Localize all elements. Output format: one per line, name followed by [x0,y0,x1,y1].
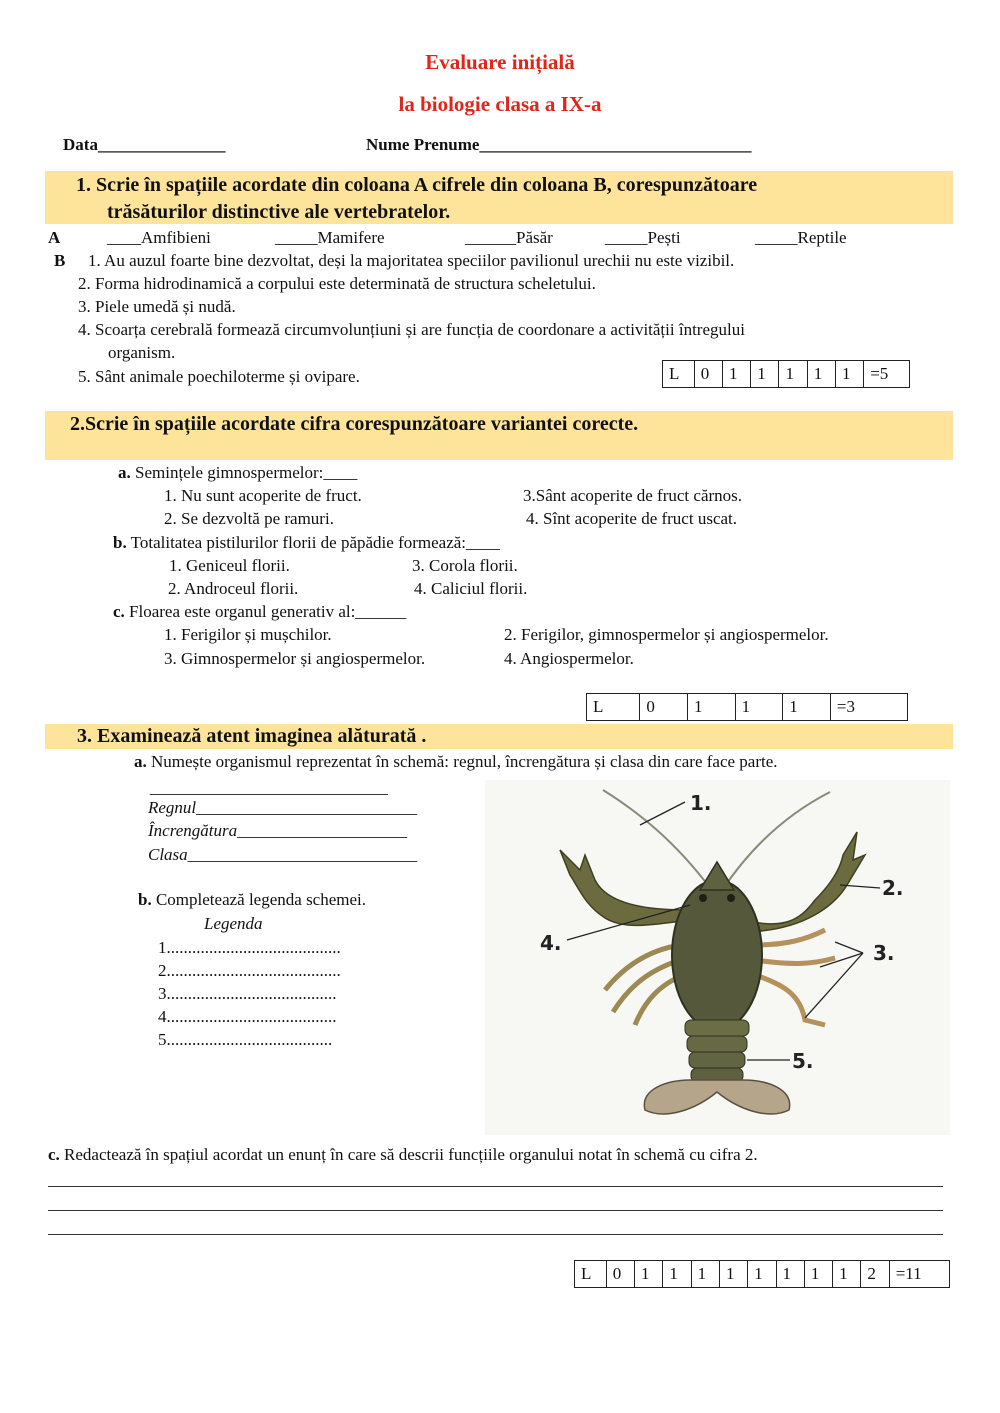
score-cell: 1 [719,1261,747,1288]
legend-item[interactable]: 3........................................ [158,984,337,1003]
answer-line[interactable] [48,1234,943,1235]
score-cell: =5 [864,361,910,388]
q3-answer-line[interactable]: ____________________________ [150,778,388,797]
score-cell: 1 [748,1261,776,1288]
q2-b-option: 4. Caliciul florii. [414,579,528,598]
q3-c-text: Redactează în spațiul acordat un enunț în care să descrii funcțiile organului notat în schemă cu cifra 2. [59,1145,758,1164]
q3-b-label: b. [138,890,152,909]
score-cell: 1 [722,361,750,388]
figure-label-1: 1. [690,791,712,815]
q2-c-option: 3. Gimnospermelor și angiospermelor. [164,649,426,668]
score-cell: 1 [804,1261,832,1288]
q1-colB-label: B [54,251,66,270]
score-cell: 1 [835,361,863,388]
answer-line[interactable] [48,1186,943,1187]
q2-b-option: 1. Geniceul florii. [169,556,290,575]
score-cell: L [663,361,695,388]
q1-title-line1: 1. Scrie în spațiile acordate din coloana A cifrele din coloana B, corespunzătoare [76,174,758,196]
q1-colA-item[interactable]: _____Reptile [755,228,847,247]
score-cell: 0 [640,694,688,721]
q2-a-option: 3.Sânt acoperite de fruct cărnos. [523,486,743,505]
q2-b-text[interactable]: Totalitatea pistilurilor florii de păpădie formează:____ [126,533,501,552]
q2-a-option: 4. Sînt acoperite de fruct uscat. [526,509,738,528]
q1-colA-item[interactable]: ____Amfibieni [107,228,211,247]
score-cell: 2 [861,1261,889,1288]
q2-a-option: 1. Nu sunt acoperite de fruct. [164,486,362,505]
q1-colA-item[interactable]: ______Păsăr [465,228,553,247]
score-cell: 1 [751,361,779,388]
q1-colB-item: 3. Piele umedă și nudă. [78,297,236,316]
q2-c-option: 1. Ferigilor și mușchilor. [164,625,332,644]
score-cell: 1 [635,1261,663,1288]
q1-colB-item: organism. [108,343,176,362]
legend-item[interactable]: 2......................................... [158,961,341,980]
q2-score-table [586,693,908,721]
score-cell: L [575,1261,607,1288]
legend-item[interactable]: 5....................................... [158,1030,333,1049]
score-cell: 1 [779,361,807,388]
q1-colB-item: 5. Sânt animale poechiloterme și ovipare. [78,367,360,386]
q2-title: 2.Scrie în spațiile acordate cifra corespunzătoare variantei corecte. [70,413,639,435]
date-field[interactable]: Data_______________ [63,135,226,154]
name-field[interactable]: Nume Prenume________________________________ [366,135,752,154]
regnul-field[interactable]: Regnul__________________________ [148,798,418,817]
score-cell: 1 [783,694,831,721]
q3-score-table [574,1260,950,1288]
score-cell: 0 [694,361,722,388]
crayfish-figure [485,780,950,1135]
score-cell: 1 [807,361,835,388]
q2-c-text[interactable]: Floarea este organul generativ al:______ [124,602,407,621]
q2-a-label: a. [118,463,131,482]
legend-item[interactable]: 1......................................... [158,938,341,957]
figure-label-5: 5. [792,1049,814,1073]
clasa-field[interactable]: Clasa___________________________ [148,845,418,864]
q2-a-option: 2. Se dezvoltă pe ramuri. [164,509,334,528]
page-subtitle: la biologie clasa a IX-a [398,92,602,116]
q1-title-line2: trăsăturilor distinctive ale vertebratelor. [107,201,451,223]
q3-a-text: Numește organismul reprezentat în schemă: regnul, încrengătura și clasa din care face parte. [146,752,778,771]
q1-colB-item: 1. Au auzul foarte bine dezvoltat, deși la majoritatea speciilor pavilionul urechii nu este vizibil. [88,251,735,270]
q2-c-label: c. [113,602,125,621]
score-cell: =11 [889,1261,949,1288]
score-cell: 1 [691,1261,719,1288]
score-cell: 1 [735,694,783,721]
figure-label-4: 4. [540,931,562,955]
q2-b-option: 2. Androceul florii. [168,579,299,598]
q2-b-option: 3. Corola florii. [412,556,518,575]
q3-c-label: c. [48,1145,60,1164]
q2-b-label: b. [113,533,127,552]
legend-title: Legenda [204,914,263,933]
score-cell: L [587,694,640,721]
score-cell: 0 [606,1261,634,1288]
q2-c-option: 2. Ferigilor, gimnospermelor și angiospermelor. [504,625,829,644]
q1-colB-item: 2. Forma hidrodinamică a corpului este determinată de structura scheletului. [78,274,596,293]
q2-c-option: 4. Angiospermelor. [504,649,634,668]
legend-item[interactable]: 4........................................ [158,1007,337,1026]
q1-colA-item[interactable]: _____Mamifere [275,228,385,247]
page-title: Evaluare inițială [425,50,575,74]
score-cell: 1 [688,694,736,721]
answer-line[interactable] [48,1210,943,1211]
q1-colA-label: A [48,228,61,247]
score-cell: =3 [830,694,907,721]
score-cell: 1 [776,1261,804,1288]
score-cell: 1 [833,1261,861,1288]
figure-label-2: 2. [882,876,904,900]
increngatura-field[interactable]: Încrengătura____________________ [148,821,408,840]
q1-colB-item: 4. Scoarța cerebrală formează circumvolunțiuni și are funcția de coordonare a activității întregului [78,320,745,339]
q3-b-text: Completează legenda schemei. [151,890,367,909]
q1-score-table [662,360,910,388]
score-cell: 1 [663,1261,691,1288]
q3-title: 3. Examinează atent imaginea alăturată . [77,725,427,747]
q2-a-text[interactable]: Semințele gimnospermelor:____ [130,463,358,482]
q3-a-label: a. [134,752,147,771]
q1-colA-item[interactable]: _____Pești [605,228,681,247]
figure-label-3: 3. [873,941,895,965]
